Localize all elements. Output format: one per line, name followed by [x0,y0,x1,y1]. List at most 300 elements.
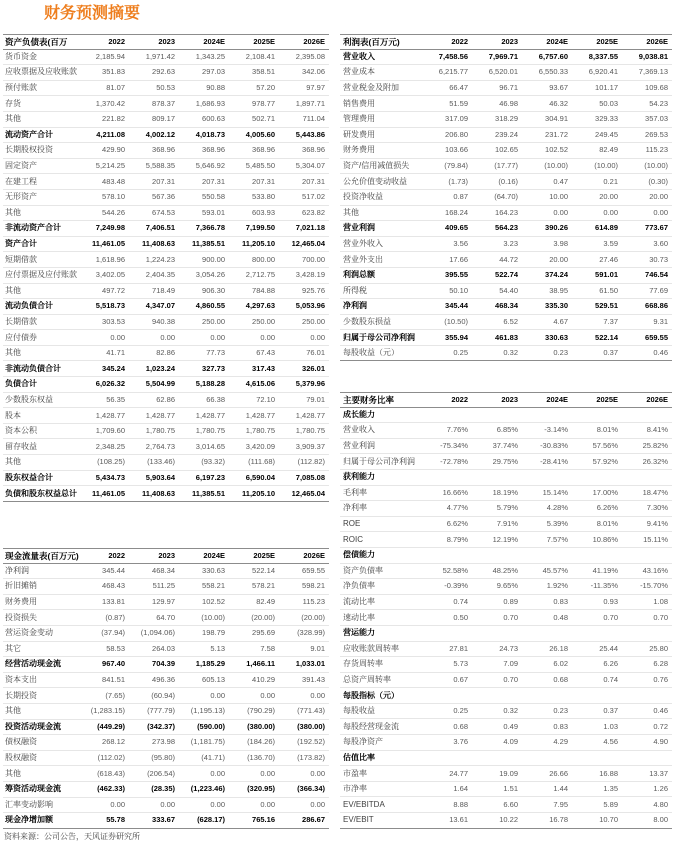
table-row [3,610,329,626]
table-row [340,610,672,626]
table-row [3,579,329,595]
cell-value: 3,420.09 [245,441,275,451]
subtotal-row [3,361,329,377]
cell-value: 718.49 [152,285,175,295]
row-label: 资产合计 [5,239,37,249]
table-row [3,439,329,455]
cell-value: 115.23 [645,145,668,155]
cell-value: -72.78% [440,456,468,466]
table-body [3,50,329,502]
cell-value: 7.57% [546,534,568,544]
cell-value: 1.51 [503,784,518,794]
cell-value: 3.76 [453,737,468,747]
row-label: 少数股东损益 [343,316,391,326]
cell-value: 0.32 [503,348,518,358]
cell-value: -28.41% [540,456,568,466]
row-label: 存货周转率 [343,659,383,669]
cell-value: 20.00 [599,192,618,202]
row-label: 其他 [5,457,21,467]
row-label: 管理费用 [343,114,375,124]
cell-value: 3,402.05 [95,270,125,280]
table-row [3,766,329,782]
cell-value: 3,054.26 [195,270,225,280]
cell-value: 511.25 [152,581,175,591]
cell-value: 51.59 [449,98,468,108]
cell-value: 164.23 [495,207,518,217]
cell-value: 8,337.55 [588,51,618,61]
subtotal-row [340,50,672,66]
cell-value: 7.58 [260,643,275,653]
row-label: 营业外支出 [343,254,383,264]
table-row [340,595,672,611]
cell-value: 318.29 [495,114,518,124]
cell-value: 1,428.77 [95,410,125,420]
table-row [340,252,672,268]
table-row [340,143,672,159]
cell-value: 0.00 [260,690,275,700]
cell-value: (79.84) [444,161,468,171]
table-title: 资产负债表(百万 [5,36,68,47]
row-label: 营业利润 [343,441,375,451]
cell-value: 1,428.77 [195,410,225,420]
table-row [340,159,672,175]
row-label: 营业税金及附加 [343,83,399,93]
cell-value: 109.68 [645,83,668,93]
cell-value: 0.68 [453,721,468,731]
cell-value: 11,408.63 [142,239,175,249]
cell-value: 0.93 [603,597,618,607]
cell-value: 7,249.98 [95,223,125,233]
cell-value: 578.21 [252,581,275,591]
cell-value: 41.19% [592,565,618,575]
cell-value: 133.81 [102,597,125,607]
cell-value: 7.37 [603,316,618,326]
row-label: 股本 [5,410,21,420]
cell-value: 46.32 [549,98,568,108]
cell-value: 5,485.50 [245,161,275,171]
cell-value: 0.00 [210,332,225,342]
cell-value: 96.71 [499,83,518,93]
cell-value: (7.65) [105,690,125,700]
cell-value: 0.70 [603,612,618,622]
table-row [340,532,672,548]
cell-value: 784.88 [252,285,275,295]
table-row [340,174,672,190]
cell-value: 326.01 [302,363,325,373]
cell-value: 483.48 [102,176,125,186]
cell-value: 7,366.78 [195,223,225,233]
row-label: 非流动资产合计 [5,223,61,233]
cell-value: 1,897.71 [295,98,325,108]
table-body [3,564,329,829]
cell-value: 6.26% [596,503,618,513]
cell-value: 4.77% [446,503,468,513]
year-header: 2022 [108,36,125,46]
cell-value: 44.72 [499,254,518,264]
cell-value: 82.86 [156,348,175,358]
table-row [340,501,672,517]
section-row [340,626,672,642]
row-label: 归属于母公司净利润 [343,332,415,342]
table-row [340,735,672,751]
cell-value: 0.46 [653,706,668,716]
cell-value: 29.75% [492,456,518,466]
cell-value: 6,520.01 [488,67,518,77]
cell-value: 12.19% [492,534,518,544]
cell-value: 600.63 [202,114,225,124]
cell-value: 5,588.35 [145,161,175,171]
cell-value: 3,909.37 [295,441,325,451]
cell-value: 522.74 [495,270,518,280]
year-header: 2025E [253,36,275,46]
cell-value: 103.66 [445,145,468,155]
cell-value: 207.31 [302,176,325,186]
row-label: 固定资产 [5,161,37,171]
cell-value: 6.26 [603,659,618,669]
cell-value: 5,304.07 [295,161,325,171]
row-label: 总资产周转率 [343,674,391,684]
cell-value: 0.00 [310,332,325,342]
cell-value: 273.98 [152,737,175,747]
cell-value: 2,712.75 [245,270,275,280]
cell-value: 18.47% [642,487,668,497]
row-label: 货币资金 [5,51,37,61]
cell-value: (462.33) [97,784,125,794]
row-label: 资产/信用减值损失 [343,161,410,171]
cell-value: 10.86% [592,534,618,544]
cell-value: 4.09 [503,737,518,747]
cell-value: 0.49 [503,721,518,731]
year-header: 2023 [158,550,175,560]
cell-value: 11,385.51 [192,488,225,498]
cell-value: 368.96 [152,145,175,155]
row-label: 无形资产 [5,192,37,202]
cell-value: 800.00 [252,254,275,264]
year-header: 2024E [203,550,225,560]
cell-value: (10.00) [644,161,668,171]
cell-value: 15.11% [643,534,668,544]
cell-value: 5,379.96 [295,379,325,389]
cell-value: (20.00) [301,612,325,622]
cell-value: 11,461.05 [92,239,125,249]
cell-value: 7.30% [646,503,668,513]
cell-value: 878.37 [152,98,175,108]
cell-value: 5,434.73 [95,472,125,482]
cell-value: (618.43) [97,768,125,778]
cell-value: 43.16% [642,565,668,575]
subtotal-row [3,221,329,237]
cell-value: 7,969.71 [488,51,518,61]
cell-value: 5,053.96 [295,301,325,311]
cell-value: 2,185.94 [95,51,125,61]
cell-value: (590.00) [197,721,225,731]
year-header: 2025E [596,36,618,46]
cell-value: 20.00 [649,192,668,202]
cell-value: 517.02 [302,192,325,202]
row-label: 营运资金变动 [5,628,53,638]
cell-value: 0.37 [603,348,618,358]
cell-value: 66.47 [449,83,468,93]
cell-value: 25.80 [649,643,668,653]
cell-value: 207.31 [252,176,275,186]
cell-value: 264.03 [152,643,175,653]
cell-value: 2,764.73 [145,441,175,451]
cell-value: 9.31 [653,316,668,326]
table-row [340,766,672,782]
table-row [340,315,672,331]
row-label: 净负债率 [343,581,375,591]
cell-value: 0.00 [110,332,125,342]
row-label: 应付票据及应付账款 [5,270,77,280]
cell-value: 468.34 [495,301,518,311]
cell-value: 4.80 [653,799,668,809]
cell-value: 24.73 [499,643,518,653]
cell-value: 4,018.73 [195,129,225,139]
cell-value: 659.55 [645,332,668,342]
cell-value: 368.96 [302,145,325,155]
cell-value: 303.53 [102,316,125,326]
row-label: 现金净增加额 [5,815,53,825]
table-row [3,159,329,175]
cell-value: 4,347.07 [145,301,175,311]
row-label: 长期股权投资 [5,145,53,155]
cell-value: 409.65 [445,223,468,233]
cell-value: 0.00 [653,207,668,217]
cell-value: 0.00 [260,332,275,342]
cell-value: 268.12 [102,737,125,747]
cell-value: 16.66% [442,487,468,497]
cell-value: 48.25% [492,565,518,575]
row-label: 其他 [5,114,21,124]
balance-sheet-table [3,34,329,502]
cell-value: 395.55 [445,270,468,280]
cell-value: 614.89 [595,223,618,233]
row-label: 长期借款 [5,316,37,326]
cell-value: 461.83 [495,332,518,342]
cell-value: (37.94) [101,628,125,638]
cell-value: 6,590.04 [245,472,275,482]
cell-value: 1,343.25 [195,51,225,61]
cell-value: 0.70 [503,612,518,622]
cell-value: 704.39 [152,659,175,669]
cell-value: -75.34% [440,441,468,451]
cell-value: -15.70% [640,581,668,591]
table-row [340,206,672,222]
table-row [3,642,329,658]
cell-value: 327.73 [202,363,225,373]
cell-value: (366.34) [297,784,325,794]
cell-value: 11,385.51 [192,239,225,249]
row-label: 应付债券 [5,332,37,342]
cell-value: 578.10 [102,192,125,202]
cell-value: 1,370.42 [95,98,125,108]
cell-value: 5.79% [496,503,518,513]
cell-value: 5.73 [453,659,468,669]
table-row [340,65,672,81]
cell-value: 6,920.41 [588,67,618,77]
table-row [340,81,672,97]
cell-value: 329.33 [595,114,618,124]
row-label: 股东权益合计 [5,472,53,482]
cell-value: 37.74% [492,441,518,451]
cell-value: 207.31 [152,176,175,186]
row-label: 少数股东权益 [5,394,53,404]
row-label: 应收账款周转率 [343,643,399,653]
cell-value: 567.36 [152,192,175,202]
cell-value: 17.66 [449,254,468,264]
table-row [340,128,672,144]
cell-value: 0.00 [260,768,275,778]
cell-value: 358.51 [252,67,275,77]
cell-value: 668.86 [645,301,668,311]
table-row [3,673,329,689]
cell-value: (449.29) [97,721,125,731]
cell-value: 390.26 [545,223,568,233]
cell-value: 593.01 [202,207,225,217]
cell-value: 101.17 [595,83,618,93]
year-header: 2023 [501,36,518,46]
table-row [3,595,329,611]
cell-value: 292.63 [152,67,175,77]
cell-value: 19.09 [499,768,518,778]
cell-value: 603.93 [252,207,275,217]
cell-value: 900.00 [202,254,225,264]
cell-value: 8.00 [653,815,668,825]
row-label: 债权融资 [5,737,37,747]
cell-value: 5,214.25 [95,161,125,171]
cell-value: 97.97 [306,83,325,93]
cell-value: -11.35% [590,581,618,591]
cell-value: (380.00) [247,721,275,731]
cell-value: 11,205.10 [242,239,275,249]
cell-value: 1,428.77 [295,410,325,420]
row-label: 每股净资产 [343,737,383,747]
table-row [3,393,329,409]
cell-value: 4.29 [553,737,568,747]
cell-value: 1,428.77 [245,410,275,420]
cell-value: 8.01% [596,425,618,435]
cell-value: 345.24 [102,363,125,373]
cell-value: 0.00 [210,768,225,778]
cell-value: 57.92% [592,456,618,466]
cell-value: 925.76 [302,285,325,295]
cell-value: 841.51 [102,675,125,685]
row-label: 股权融资 [5,753,37,763]
table-row [3,330,329,346]
cell-value: -30.83% [540,441,568,451]
table-row [340,564,672,580]
cell-value: 0.67 [453,674,468,684]
subtotal-row [3,237,329,253]
subtotal-row [3,471,329,487]
cell-value: 207.31 [202,176,225,186]
cell-value: 13.37 [649,768,668,778]
cell-value: 544.26 [102,207,125,217]
cell-value: 16.78 [549,815,568,825]
cell-value: 7,369.13 [638,67,668,77]
row-label: 长期投资 [5,690,37,700]
row-label: 成长能力 [343,409,375,419]
cell-value: 102.52 [545,145,568,155]
cell-value: 4,297.63 [245,301,275,311]
cell-value: (0.87) [105,612,125,622]
cell-value: 2,348.25 [95,441,125,451]
cell-value: (380.00) [297,721,325,731]
cell-value: 4.90 [653,737,668,747]
year-header: 2022 [108,550,125,560]
cell-value: (10.00) [594,161,618,171]
cell-value: 5,443.86 [295,129,325,139]
table-row [3,174,329,190]
cell-value: 564.23 [495,223,518,233]
cell-value: 54.23 [649,98,668,108]
cell-value: 56.35 [106,394,125,404]
row-label: 留存收益 [5,441,37,451]
year-header: 2025E [596,394,618,404]
cell-value: 468.34 [152,565,175,575]
cell-value: 2,404.35 [145,270,175,280]
cell-value: 38.95 [549,285,568,295]
subtotal-row [3,720,329,736]
row-label: 资本公积 [5,426,37,436]
cell-value: 809.17 [152,114,175,124]
section-row [340,688,672,704]
subtotal-row [3,486,329,502]
cell-value: 6.60 [503,799,518,809]
cell-value: 77.69 [649,285,668,295]
cell-value: 1.44 [553,784,568,794]
cell-value: (777.79) [147,706,175,716]
cell-value: 0.00 [160,799,175,809]
row-label: 负债合计 [5,379,37,389]
cell-value: 522.14 [595,332,618,342]
cell-value: (1,223.46) [190,784,225,794]
year-header: 2022 [451,394,468,404]
cell-value: 0.50 [453,612,468,622]
cell-value: 61.50 [599,285,618,295]
row-label: 每股指标（元） [343,690,399,700]
cell-value: (136.70) [247,753,275,763]
cell-value: 24.77 [449,768,468,778]
cell-value: 72.10 [256,394,275,404]
cell-value: 368.96 [252,145,275,155]
cell-value: 659.55 [302,565,325,575]
table-row [3,143,329,159]
cell-value: 82.49 [256,597,275,607]
row-label: 营运能力 [343,628,375,638]
cell-value: 5,188.28 [195,379,225,389]
cell-value: 0.46 [653,348,668,358]
year-header: 2024E [546,36,568,46]
cell-value: 26.18 [549,643,568,653]
cell-value: 0.74 [453,597,468,607]
table-row [3,81,329,97]
cell-value: 206.80 [445,129,468,139]
row-label: 负债和股东权益总计 [5,488,77,498]
cell-value: 1.26 [653,784,668,794]
cell-value: 7.95 [553,799,568,809]
cell-value: 1,780.75 [295,426,325,436]
cell-value: 93.67 [549,83,568,93]
cell-value: 77.73 [206,348,225,358]
cell-value: 1.92% [546,581,568,591]
table-row [3,408,329,424]
section-row [340,548,672,564]
subtotal-row [340,299,672,315]
subtotal-row [3,377,329,393]
cell-value: 7,085.08 [295,472,325,482]
table-row [3,268,329,284]
